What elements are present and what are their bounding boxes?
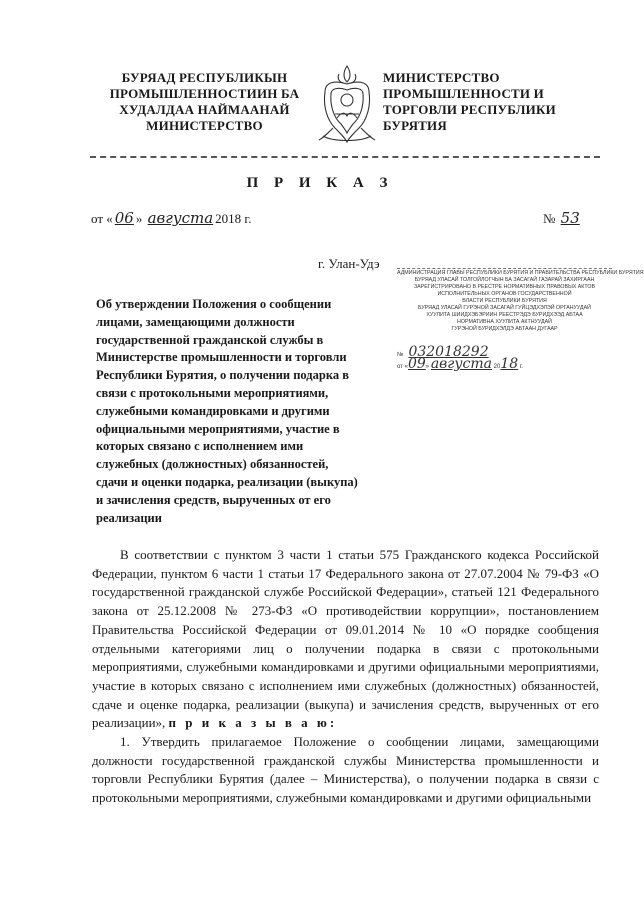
- header-right-line: ПРОМЫШЛЕННОСТИ И: [383, 86, 544, 101]
- order-subject: [96, 296, 416, 527]
- header-left-line: ХУДАЛДАА НАЙМААНАЙ: [119, 102, 290, 117]
- stamp-registration-date: [397, 356, 612, 372]
- subject-line: реализации: [96, 510, 162, 525]
- subject-line: лицами, замещающими должности: [96, 314, 295, 329]
- subject-line: связи с протокольными мероприятиями,: [96, 385, 329, 400]
- stamp-line: БУРЯАД УЛАСАЙ ГУРЭНОЙ ЗАСАГАЙ ГУЙЦЭДХЭЛЭЙ ОРГАНУУДАЙ: [418, 305, 591, 311]
- preamble-text: В соответствии с пунктом 3 части 1 статьи 575 Гражданского кодекса Российской Федерации, пунктом 6 части 1 статьи 17 Федерального закона от 27.07.2004 № 79-ФЗ «О государственной гражданской службе Российской Федерации», статьей 121 Федерального закона от 25.12.2008 № 273-ФЗ «О противодействии коррупции», постановлением Правительства Российской Федерации от 09.01.2014 № 10 «О порядке сообщения отдельными категориями лиц о получении подарка в связи с протокольными мероприятиями, служебными командировками и другими официальными мероприятиями, участие в которых связано с исполнением ими служебных (должностных) обязанностей, сдаче и оценке подарка, реализации (выкупа) и зачисления средств, вырученных от его реализации»,: [92, 547, 599, 731]
- header-right-line: БУРЯТИЯ: [383, 118, 447, 133]
- stamp-date-suffix: г.: [519, 364, 523, 370]
- order-phrase: п р и к а з ы в а ю:: [168, 715, 338, 731]
- header-right-line: МИНИСТЕРСТВО: [383, 70, 500, 85]
- stamp-line: ХУУЛИТА ШИИДХЭБЭРИИН РЕЕСТРЭДЭ БУРИДХЭЭД АБТАА: [426, 312, 583, 318]
- date-mid: »: [135, 211, 143, 226]
- stamp-date-mid: »: [425, 364, 430, 370]
- document-title: П Р И К А З: [246, 175, 394, 191]
- stamp-date-year-prefix: 20: [493, 364, 501, 370]
- stamp-reg-prefix: №: [397, 352, 404, 358]
- stamp-line: БУРЯАД УЛАСАЙ ТОЛГОЙЛОГЧЫН БА ЗАСАГАЙ ГАЗАРАЙ ЗАХИРГААН: [414, 277, 595, 283]
- header-left-line: МИНИСТЕРСТВО: [146, 118, 263, 133]
- subject-line: и зачисления средств, вырученных от его: [96, 492, 331, 507]
- header-russian-title: [383, 70, 583, 134]
- header-left-line: ПРОМЫШЛЕННОСТИИН БА: [109, 86, 300, 101]
- preamble-paragraph: [92, 546, 599, 733]
- order-date: [91, 209, 252, 227]
- number-prefix: №: [543, 211, 556, 226]
- subject-line: Республики Бурятия, о получении подарка в: [96, 368, 349, 383]
- stamp-line: НОРМАТИВНА ХУУЛИТА АКТНУУДАЙ: [457, 319, 552, 325]
- subject-line: сдачи и оценки подарка, реализации (выкупа): [96, 474, 358, 489]
- stamp-date-prefix: от «: [397, 364, 408, 370]
- date-month: августа: [147, 209, 214, 227]
- subject-line: Министерстве промышленности и торговли: [96, 350, 347, 365]
- stamp-date-day: 09: [407, 356, 426, 372]
- stamp-date-year: 18: [500, 356, 519, 372]
- date-year: 2018 г.: [215, 211, 252, 226]
- stamp-line: ЗАРЕГИСТРИРОВАНО В РЕЕСТРЕ НОРМАТИВНЫХ ПРАВОВЫХ АКТОВ: [413, 284, 596, 290]
- stamp-line: ГУРЭНОЙ БУРИДХЭЛДЭ АБТААН ДУГААР: [451, 326, 558, 332]
- stamp-line: ВЛАСТИ РЕСПУБЛИКИ БУРЯТИЯ: [462, 298, 547, 304]
- date-day: 06: [114, 209, 134, 227]
- order-number: [543, 209, 582, 227]
- subject-line: официальными мероприятиями, участие в: [96, 421, 340, 436]
- clause-1-paragraph: 1. Утвердить прилагаемое Положение о сообщении лицами, замещающими должности государственной гражданской службы Министерства промышленности и торговли Республики Бурятия (далее – Министерства), о получении подарка в связи с протокольными мероприятиями, служебными командировками и другими официальными: [92, 734, 599, 806]
- subject-line: которых связано с исполнением ими: [96, 439, 304, 454]
- header-divider: [90, 156, 600, 158]
- header-right-line: ТОРГОВЛИ РЕСПУБЛИКИ: [383, 102, 556, 117]
- stamp-reg-value: 032018292: [408, 344, 489, 360]
- stamp-line: АДМИНИСТРАЦИЯ ГЛАВЫ РЕСПУБЛИКИ БУРЯТИЯ И ПРАВИТЕЛЬСТВА РЕСПУБЛИКИ БУРЯТИЯ: [397, 270, 644, 276]
- header-left-line: БУРЯАД РЕСПУБЛИКЫН: [121, 70, 288, 85]
- stamp-date-month: августа: [430, 356, 492, 372]
- subject-line: служебными командировками и другими: [96, 403, 330, 418]
- header-buryat-title: [92, 70, 317, 134]
- number-value: 53: [560, 209, 580, 227]
- subject-line: служебных (должностных) обязанностей,: [96, 457, 329, 472]
- subject-line: Об утверждении Положения о сообщении: [96, 297, 332, 311]
- stamp-line: ИСПОЛНИТЕЛЬНЫХ ОРГАНОВ ГОСУДАРСТВЕННОЙ: [437, 291, 572, 297]
- registration-stamp: [397, 268, 644, 370]
- date-prefix: от «: [91, 211, 113, 226]
- city: г. Улан-Удэ: [318, 256, 380, 271]
- buryatia-coat-of-arms-icon: [313, 62, 381, 148]
- subject-line: государственной гражданской службы в: [96, 332, 324, 347]
- order-body: [92, 546, 599, 808]
